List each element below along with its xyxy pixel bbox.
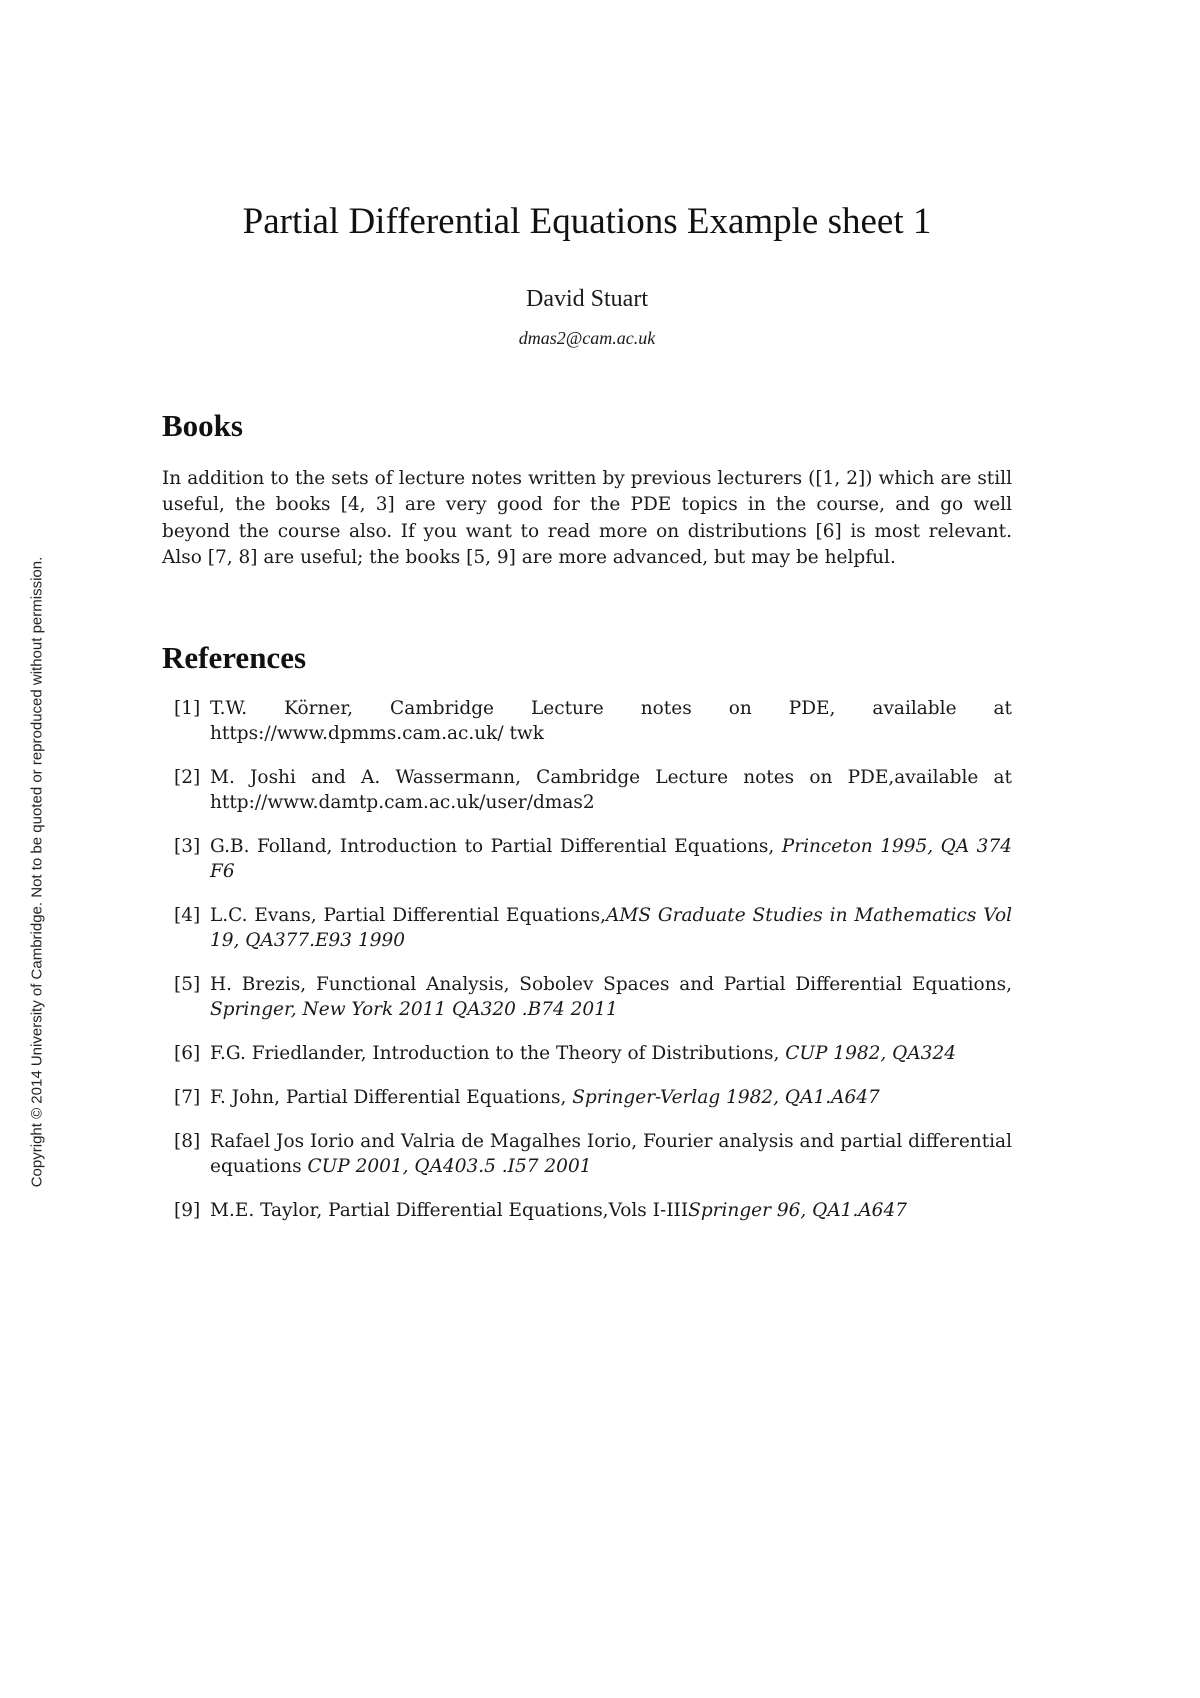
reference-label: [1] bbox=[174, 698, 201, 719]
copyright-notice: Copyright © 2014 University of Cambridge. Not to be quoted or reproduced without permission. bbox=[28, 556, 46, 1188]
books-heading: Books bbox=[162, 408, 243, 443]
document-title: Partial Differential Equations Example sheet 1 bbox=[242, 201, 932, 242]
reference-text: L.C. Evans, Partial Differential Equations, bbox=[210, 905, 607, 926]
reference-text: F.G. Friedlander, Introduction to the Theory of Distributions, bbox=[210, 1043, 786, 1064]
reference-label: [7] bbox=[174, 1087, 201, 1108]
reference-label: [4] bbox=[174, 905, 201, 926]
reference-text: G.B. Folland, Introduction to Partial Differential Equations, bbox=[210, 836, 782, 857]
reference-label: [6] bbox=[174, 1043, 201, 1064]
reference-item bbox=[162, 1129, 1012, 1179]
reference-item bbox=[162, 903, 1012, 953]
reference-publication: Princeton 1995, QA 374 F6 bbox=[210, 836, 1012, 882]
author-name: David Stuart bbox=[526, 286, 648, 312]
reference-label: [2] bbox=[174, 767, 201, 788]
reference-item bbox=[162, 972, 1012, 1022]
reference-publication: Springer-Verlag 1982, QA1.A647 bbox=[572, 1087, 880, 1108]
reference-publication: CUP 2001, QA403.5 .I57 2001 bbox=[307, 1156, 592, 1177]
reference-item bbox=[162, 1041, 1012, 1066]
reference-publication: Springer, New York 2011 QA320 .B74 2011 bbox=[210, 999, 618, 1020]
reference-label: [3] bbox=[174, 836, 201, 857]
reference-item bbox=[162, 834, 1012, 884]
reference-text: T.W. Körner, Cambridge Lecture notes on PDE, available at https://www.dpmms.cam.ac.uk/ twk bbox=[210, 698, 1012, 744]
author-email: dmas2@cam.ac.uk bbox=[518, 328, 656, 348]
reference-text: M. Joshi and A. Wassermann, Cambridge Lecture notes on PDE,available at http://www.damtp.cam.ac.uk/user/dmas2 bbox=[210, 767, 1012, 813]
reference-list bbox=[162, 696, 1012, 1242]
reference-text: F. John, Partial Differential Equations, bbox=[210, 1087, 573, 1108]
reference-publication: Springer 96, QA1.A647 bbox=[688, 1200, 907, 1221]
books-paragraph: In addition to the sets of lecture notes written by previous lecturers ([1, 2]) which are still useful, the books [4, 3] are very good for the PDE topics in the course, and go well beyond the course also. If you want to read more on distributions [6] is most relevant. Also [7, 8] are useful; the books [5, 9] are more advanced, but may be helpful. bbox=[162, 468, 1012, 568]
reference-item bbox=[162, 696, 1012, 746]
reference-publication: AMS Graduate Studies in Mathematics Vol 19, QA377.E93 1990 bbox=[210, 905, 1012, 951]
reference-item bbox=[162, 1085, 1012, 1110]
reference-publication: CUP 1982, QA324 bbox=[785, 1043, 956, 1064]
reference-item bbox=[162, 1198, 1012, 1223]
references-heading: References bbox=[162, 640, 307, 675]
reference-label: [9] bbox=[174, 1200, 201, 1221]
reference-label: [8] bbox=[174, 1131, 201, 1152]
reference-text: H. Brezis, Functional Analysis, Sobolev Spaces and Partial Differential Equations, bbox=[210, 974, 1012, 995]
reference-label: [5] bbox=[174, 974, 201, 995]
reference-item bbox=[162, 765, 1012, 815]
reference-text: M.E. Taylor, Partial Differential Equations,Vols I-III bbox=[210, 1200, 689, 1221]
reference-text: Rafael Jos Iorio and Valria de Magalhes Iorio, Fourier analysis and partial differential equations bbox=[210, 1131, 1012, 1177]
